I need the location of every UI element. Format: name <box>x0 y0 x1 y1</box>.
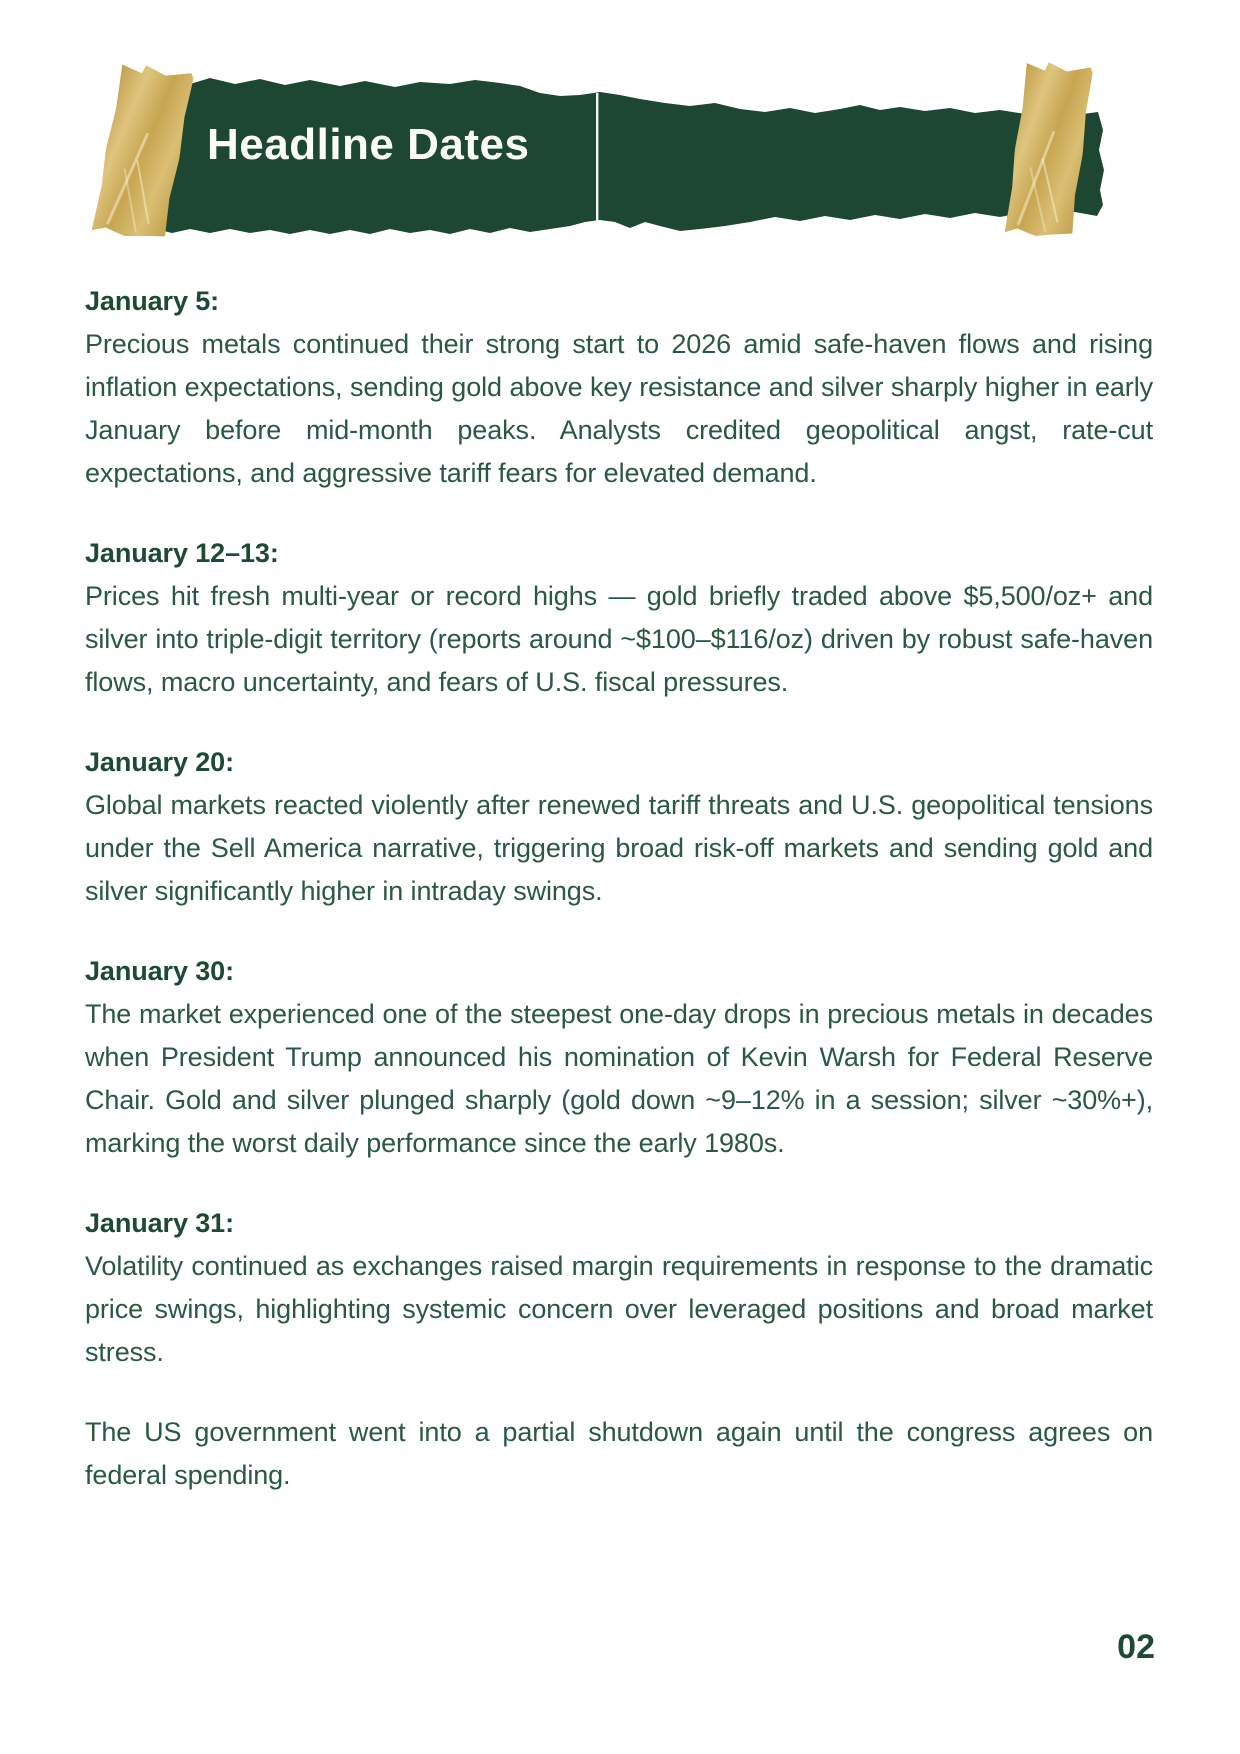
section-january-12-13 <box>85 532 1153 704</box>
page-title: Headline Dates <box>207 120 530 169</box>
section-body: Volatility continued as exchanges raised margin requirements in response to the dramatic price swings, highlighting systemic concern over leveraged positions and broad market stress. <box>85 1251 1153 1367</box>
section-body: Global markets reacted violently after renewed tariff threats and U.S. geopolitical tensions under the Sell America narrative, triggering broad risk-off markets and sending gold and silver significantly higher in intraday swings. <box>85 790 1153 906</box>
section-heading: January 12–13: <box>85 538 279 568</box>
banner-divider-line <box>596 93 598 223</box>
section-january-31 <box>85 1202 1153 1374</box>
section-january-30 <box>85 950 1153 1165</box>
section-heading: January 30: <box>85 956 234 986</box>
section-body: Prices hit fresh multi-year or record highs — gold briefly traded above $5,500/oz+ and silver into triple-digit territory (reports around ~$100–$116/oz) driven by robust safe-haven flows, macro uncertainty, and fears of U.S. fiscal pressures. <box>85 581 1153 697</box>
section-heading: January 31: <box>85 1208 234 1238</box>
content-column <box>85 280 1153 1534</box>
banner <box>0 0 1240 260</box>
section-body: Precious metals continued their strong start to 2026 amid safe-haven flows and rising inflation expectations, sending gold above key resistance and silver sharply higher in early January before mid-month peaks. Analysts credited geopolitical angst, rate-cut expectations, and aggressive tariff fears for elevated demand. <box>85 329 1153 488</box>
section-heading: January 5: <box>85 286 220 316</box>
section-body: The market experienced one of the steepest one-day drops in precious metals in decades when President Trump announced his nomination of Kevin Warsh for Federal Reserve Chair. Gold and silver plunged sharply (gold down ~9–12% in a session; silver ~30%+), marking the worst daily performance since the early 1980s. <box>85 999 1153 1158</box>
section-heading: January 20: <box>85 747 234 777</box>
page-number: 02 <box>1117 1628 1155 1666</box>
section-government-shutdown <box>85 1411 1153 1497</box>
section-january-20 <box>85 741 1153 913</box>
section-january-5 <box>85 280 1153 495</box>
section-body: The US government went into a partial shutdown again until the congress agrees on federal spending. <box>85 1417 1153 1490</box>
